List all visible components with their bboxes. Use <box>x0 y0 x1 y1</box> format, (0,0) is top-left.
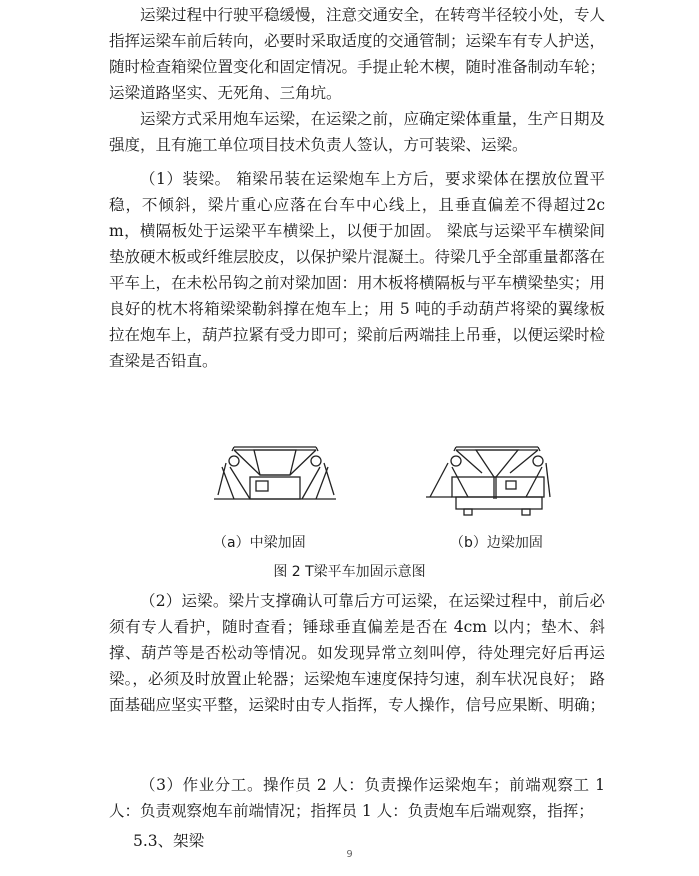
page-number: 9 <box>346 849 353 860</box>
figure-caption: 图 2 T梁平车加固示意图 <box>273 564 426 580</box>
paragraph-transport-safety: 运梁过程中行驶平稳缓慢，注意交通安全，在转弯半径较小处，专人指挥运梁车前后转向，必要时采取适度的交通管制；运梁车有专人护送，随时检查箱梁位置变化和固定情况。手提止轮木楔，随时准备制动车轮；运梁道路坚实、无死角、三角坑。 <box>109 6 606 102</box>
figure-subcaption-a: （a）中梁加固 <box>213 535 306 551</box>
figure-subcaption-b: （b）边梁加固 <box>450 535 543 551</box>
section-heading: 5.3、架梁 <box>133 832 205 850</box>
paragraph-loading: （1）装梁。 箱梁吊装在运梁炮车上方后，要求梁体在摆放位置平稳，不倾斜，梁片重心应落在台车中心线上，且垂直偏差不得超过2cm，横隔板处于运梁平车横梁上，以便于加固。 梁底与运梁平车横梁间垫放硬木板或纤维层胶皮，以保护梁片混凝土。待梁几乎全部重量都落在平车上，在未松吊钩之前对梁加固：用木板将横隔板与平车横梁垫实；用良好的枕木将箱梁梁勒斜撑在炮车上；用 5 吨的手动葫芦将梁的翼缘板拉在炮车上，葫芦拉紧有受力即可；梁前后两端挂上吊垂，以便运梁时检查梁是否铅直。 <box>109 170 606 370</box>
figure-middle-beam-diagram <box>212 437 342 521</box>
paragraph-transport: （2）运梁。梁片支撑确认可靠后方可运梁，在运梁过程中，前后必须有专人看护，随时查看；锤球垂直偏差是否在 4cm 以内；垫木、斜撑、葫芦等是否松动等情况。如发现异常立刻叫停，待处理完好后再运梁。，必须及时放置止轮器；运梁炮车速度保持匀速，刹车状况良好； 路面基础应坚实平整，运梁时由专人指挥，专人操作，信号应果断、明确； <box>109 592 606 714</box>
figure-edge-beam-diagram <box>422 437 552 521</box>
paragraph-division-of-labor: （3）作业分工。操作员 2 人：负责操作运梁炮车；前端观察工 1 人：负责观察炮车前端情况；指挥员 1 人：负责炮车后端观察，指挥； <box>109 776 605 820</box>
paragraph-transport-method: 运梁方式采用炮车运梁，在运梁之前，应确定梁体重量，生产日期及强度，且有施工单位项目技术负责人签认，方可装梁、运梁。 <box>109 110 606 154</box>
